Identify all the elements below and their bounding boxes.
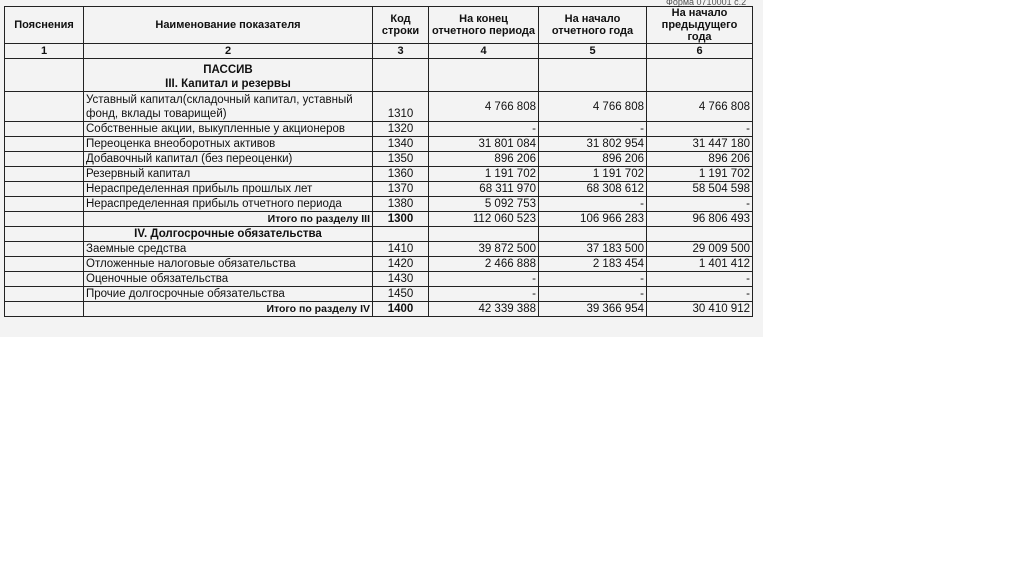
table-row bbox=[5, 152, 753, 167]
value-end: - bbox=[429, 287, 539, 302]
row-code: 1370 bbox=[373, 182, 429, 197]
column-number: 3 bbox=[373, 44, 429, 59]
value-prev: 896 206 bbox=[647, 152, 753, 167]
row-name: Нераспределенная прибыль отчетного периода bbox=[84, 197, 373, 212]
row-name: Нераспределенная прибыль прошлых лет bbox=[84, 182, 373, 197]
row-name: Оценочные обязательства bbox=[84, 272, 373, 287]
value-end: 5 092 753 bbox=[429, 197, 539, 212]
header-prev: На начало предыдущего года bbox=[647, 7, 753, 44]
total-prev: 30 410 912 bbox=[647, 302, 753, 317]
table-row bbox=[5, 287, 753, 302]
value-prev: 1 191 702 bbox=[647, 167, 753, 182]
value-start: 37 183 500 bbox=[539, 242, 647, 257]
total-prev: 96 806 493 bbox=[647, 212, 753, 227]
value-start: - bbox=[539, 122, 647, 137]
column-number: 1 bbox=[5, 44, 84, 59]
row-code: 1430 bbox=[373, 272, 429, 287]
row-code: 1350 bbox=[373, 152, 429, 167]
row-name: Отложенные налоговые обязательства bbox=[84, 257, 373, 272]
section-title-capital: III. Капитал и резервы bbox=[165, 78, 291, 90]
total-end: 112 060 523 bbox=[429, 212, 539, 227]
total-label: Итого по разделу III bbox=[84, 212, 373, 227]
value-start: 31 802 954 bbox=[539, 137, 647, 152]
section-header-capital bbox=[5, 59, 753, 92]
total-code: 1300 bbox=[373, 212, 429, 227]
row-code: 1310 bbox=[373, 92, 429, 122]
value-start: 2 183 454 bbox=[539, 257, 647, 272]
table-row bbox=[5, 242, 753, 257]
column-number: 6 bbox=[647, 44, 753, 59]
form-label: Форма 0710001 с.2 bbox=[666, 0, 747, 7]
header-notes: Пояснения bbox=[5, 7, 84, 44]
value-end: - bbox=[429, 272, 539, 287]
header-start: На начало отчетного года bbox=[539, 7, 647, 44]
value-prev: - bbox=[647, 272, 753, 287]
row-name: Заемные средства bbox=[84, 242, 373, 257]
row-code: 1410 bbox=[373, 242, 429, 257]
value-start: 4 766 808 bbox=[539, 92, 647, 122]
table-row bbox=[5, 197, 753, 212]
row-name: Прочие долгосрочные обязательства bbox=[84, 287, 373, 302]
table-row bbox=[5, 122, 753, 137]
row-code: 1420 bbox=[373, 257, 429, 272]
row-code: 1380 bbox=[373, 197, 429, 212]
row-code: 1320 bbox=[373, 122, 429, 137]
value-prev: 1 401 412 bbox=[647, 257, 753, 272]
row-name: Переоценка внеоборотных активов bbox=[84, 137, 373, 152]
section-title-passive: ПАССИВ bbox=[203, 64, 253, 76]
total-start: 106 966 283 bbox=[539, 212, 647, 227]
total-row-section-3 bbox=[5, 212, 753, 227]
header-name: Наименование показателя bbox=[84, 7, 373, 44]
row-code: 1340 bbox=[373, 137, 429, 152]
value-prev: - bbox=[647, 197, 753, 212]
header-row bbox=[5, 7, 753, 44]
table-row bbox=[5, 137, 753, 152]
value-end: 2 466 888 bbox=[429, 257, 539, 272]
value-prev: 29 009 500 bbox=[647, 242, 753, 257]
total-row-section-4 bbox=[5, 302, 753, 317]
table-row bbox=[5, 92, 753, 122]
total-code: 1400 bbox=[373, 302, 429, 317]
value-end: 39 872 500 bbox=[429, 242, 539, 257]
value-start: - bbox=[539, 272, 647, 287]
value-end: 4 766 808 bbox=[429, 92, 539, 122]
column-number: 2 bbox=[84, 44, 373, 59]
total-end: 42 339 388 bbox=[429, 302, 539, 317]
table-row bbox=[5, 182, 753, 197]
row-code: 1450 bbox=[373, 287, 429, 302]
value-prev: - bbox=[647, 122, 753, 137]
column-number: 5 bbox=[539, 44, 647, 59]
section-header-long-term bbox=[5, 227, 753, 242]
value-end: - bbox=[429, 122, 539, 137]
column-number-row bbox=[5, 44, 753, 59]
table-row bbox=[5, 257, 753, 272]
value-prev: 31 447 180 bbox=[647, 137, 753, 152]
value-start: - bbox=[539, 197, 647, 212]
value-end: 31 801 084 bbox=[429, 137, 539, 152]
value-prev: 58 504 598 bbox=[647, 182, 753, 197]
row-name: Уставный капитал(складочный капитал, уставный фонд, вклады товарищей) bbox=[84, 92, 373, 122]
balance-sheet-table bbox=[4, 6, 753, 317]
row-name: Добавочный капитал (без переоценки) bbox=[84, 152, 373, 167]
total-label: Итого по разделу IV bbox=[84, 302, 373, 317]
value-end: 896 206 bbox=[429, 152, 539, 167]
row-name: Собственные акции, выкупленные у акционеров bbox=[84, 122, 373, 137]
value-end: 68 311 970 bbox=[429, 182, 539, 197]
row-name: Резервный капитал bbox=[84, 167, 373, 182]
table-row bbox=[5, 167, 753, 182]
column-number: 4 bbox=[429, 44, 539, 59]
value-prev: 4 766 808 bbox=[647, 92, 753, 122]
header-code: Код строки bbox=[373, 7, 429, 44]
header-end: На конец отчетного периода bbox=[429, 7, 539, 44]
value-end: 1 191 702 bbox=[429, 167, 539, 182]
section-title-long-term: IV. Долгосрочные обязательства bbox=[84, 227, 373, 242]
value-start: - bbox=[539, 287, 647, 302]
total-start: 39 366 954 bbox=[539, 302, 647, 317]
table-row bbox=[5, 272, 753, 287]
value-prev: - bbox=[647, 287, 753, 302]
row-code: 1360 bbox=[373, 167, 429, 182]
value-start: 1 191 702 bbox=[539, 167, 647, 182]
value-start: 68 308 612 bbox=[539, 182, 647, 197]
value-start: 896 206 bbox=[539, 152, 647, 167]
